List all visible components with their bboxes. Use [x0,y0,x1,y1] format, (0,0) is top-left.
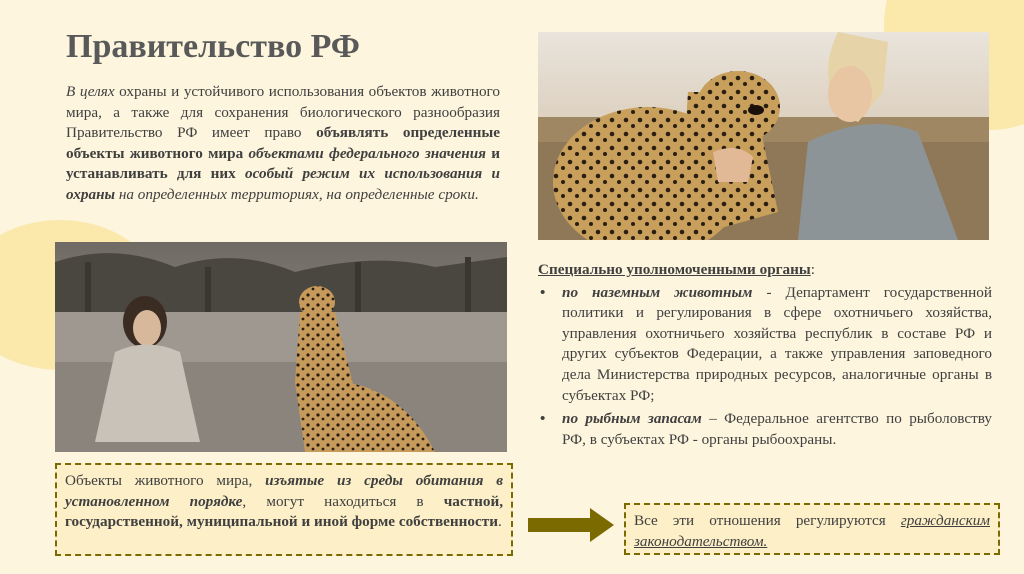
civil-law-link[interactable]: гражданским законодательством. [634,512,990,550]
bullet-icon: • [540,410,546,428]
list-item-lead: по наземным животным [562,283,753,301]
intro-part-1: В целях [66,83,115,100]
list-item [538,409,992,450]
ownership-text-3: , могут находиться в [242,492,444,510]
intro-part-3: объявлять определенные объекты животного мира [66,124,500,162]
intro-part-4: объектами федерального значения [248,144,487,162]
list-item-text: - Департамент государственной политики и регулирования в сфере охотничьего хозяйства, управления охотничьего хозяйства республик в составе РФ и других субъектов Федерации, а также управления заповедного дела Министерства природных ресурсов, аналогичные органы в субъектах РФ; [562,283,993,404]
civil-law-text: Все эти отношения регулируются [634,512,901,529]
list-item [538,283,992,407]
photo-woman-sitting-cheetah [55,242,507,452]
list-item-lead: по рыбным запасам [562,410,702,428]
authorized-bodies-list [538,283,992,451]
intro-part-2: охраны и устойчивого использования объектов животного мира, а также для сохранения биологического разнообразия Правительство РФ имеет право [66,83,500,142]
authorized-bodies-heading: Специально уполномоченными органы [538,261,811,278]
ownership-text-1: Объекты животного мира, [65,472,266,489]
page-title: Правительство РФ [66,28,360,65]
intro-part-5: и устанавливать для них [66,144,500,183]
heading-colon: : [810,261,815,278]
ownership-text-2: изъятые из среды обитания в установленном порядке [65,472,504,510]
intro-part-6: особый режим их использования и охраны [66,165,501,203]
ownership-note-box [55,463,513,556]
civil-law-note-box [624,503,1000,555]
bullet-icon: • [540,283,546,301]
photo-woman-cheetah-closeup [538,32,989,240]
authorized-bodies-heading-line [538,260,992,281]
right-arrow-icon [528,508,616,542]
list-item-text: – Федеральное агентство по рыболовству РФ, в субъектах РФ - органы рыбоохраны. [562,410,992,448]
ownership-text-4: частной, государственной, муниципальной и иной форме собственности [65,492,503,531]
intro-paragraph [66,82,500,206]
intro-part-7: на определенных территориях, на определенные сроки. [115,185,479,203]
ownership-text-5: . [497,513,502,531]
authorized-bodies-section [538,260,992,453]
